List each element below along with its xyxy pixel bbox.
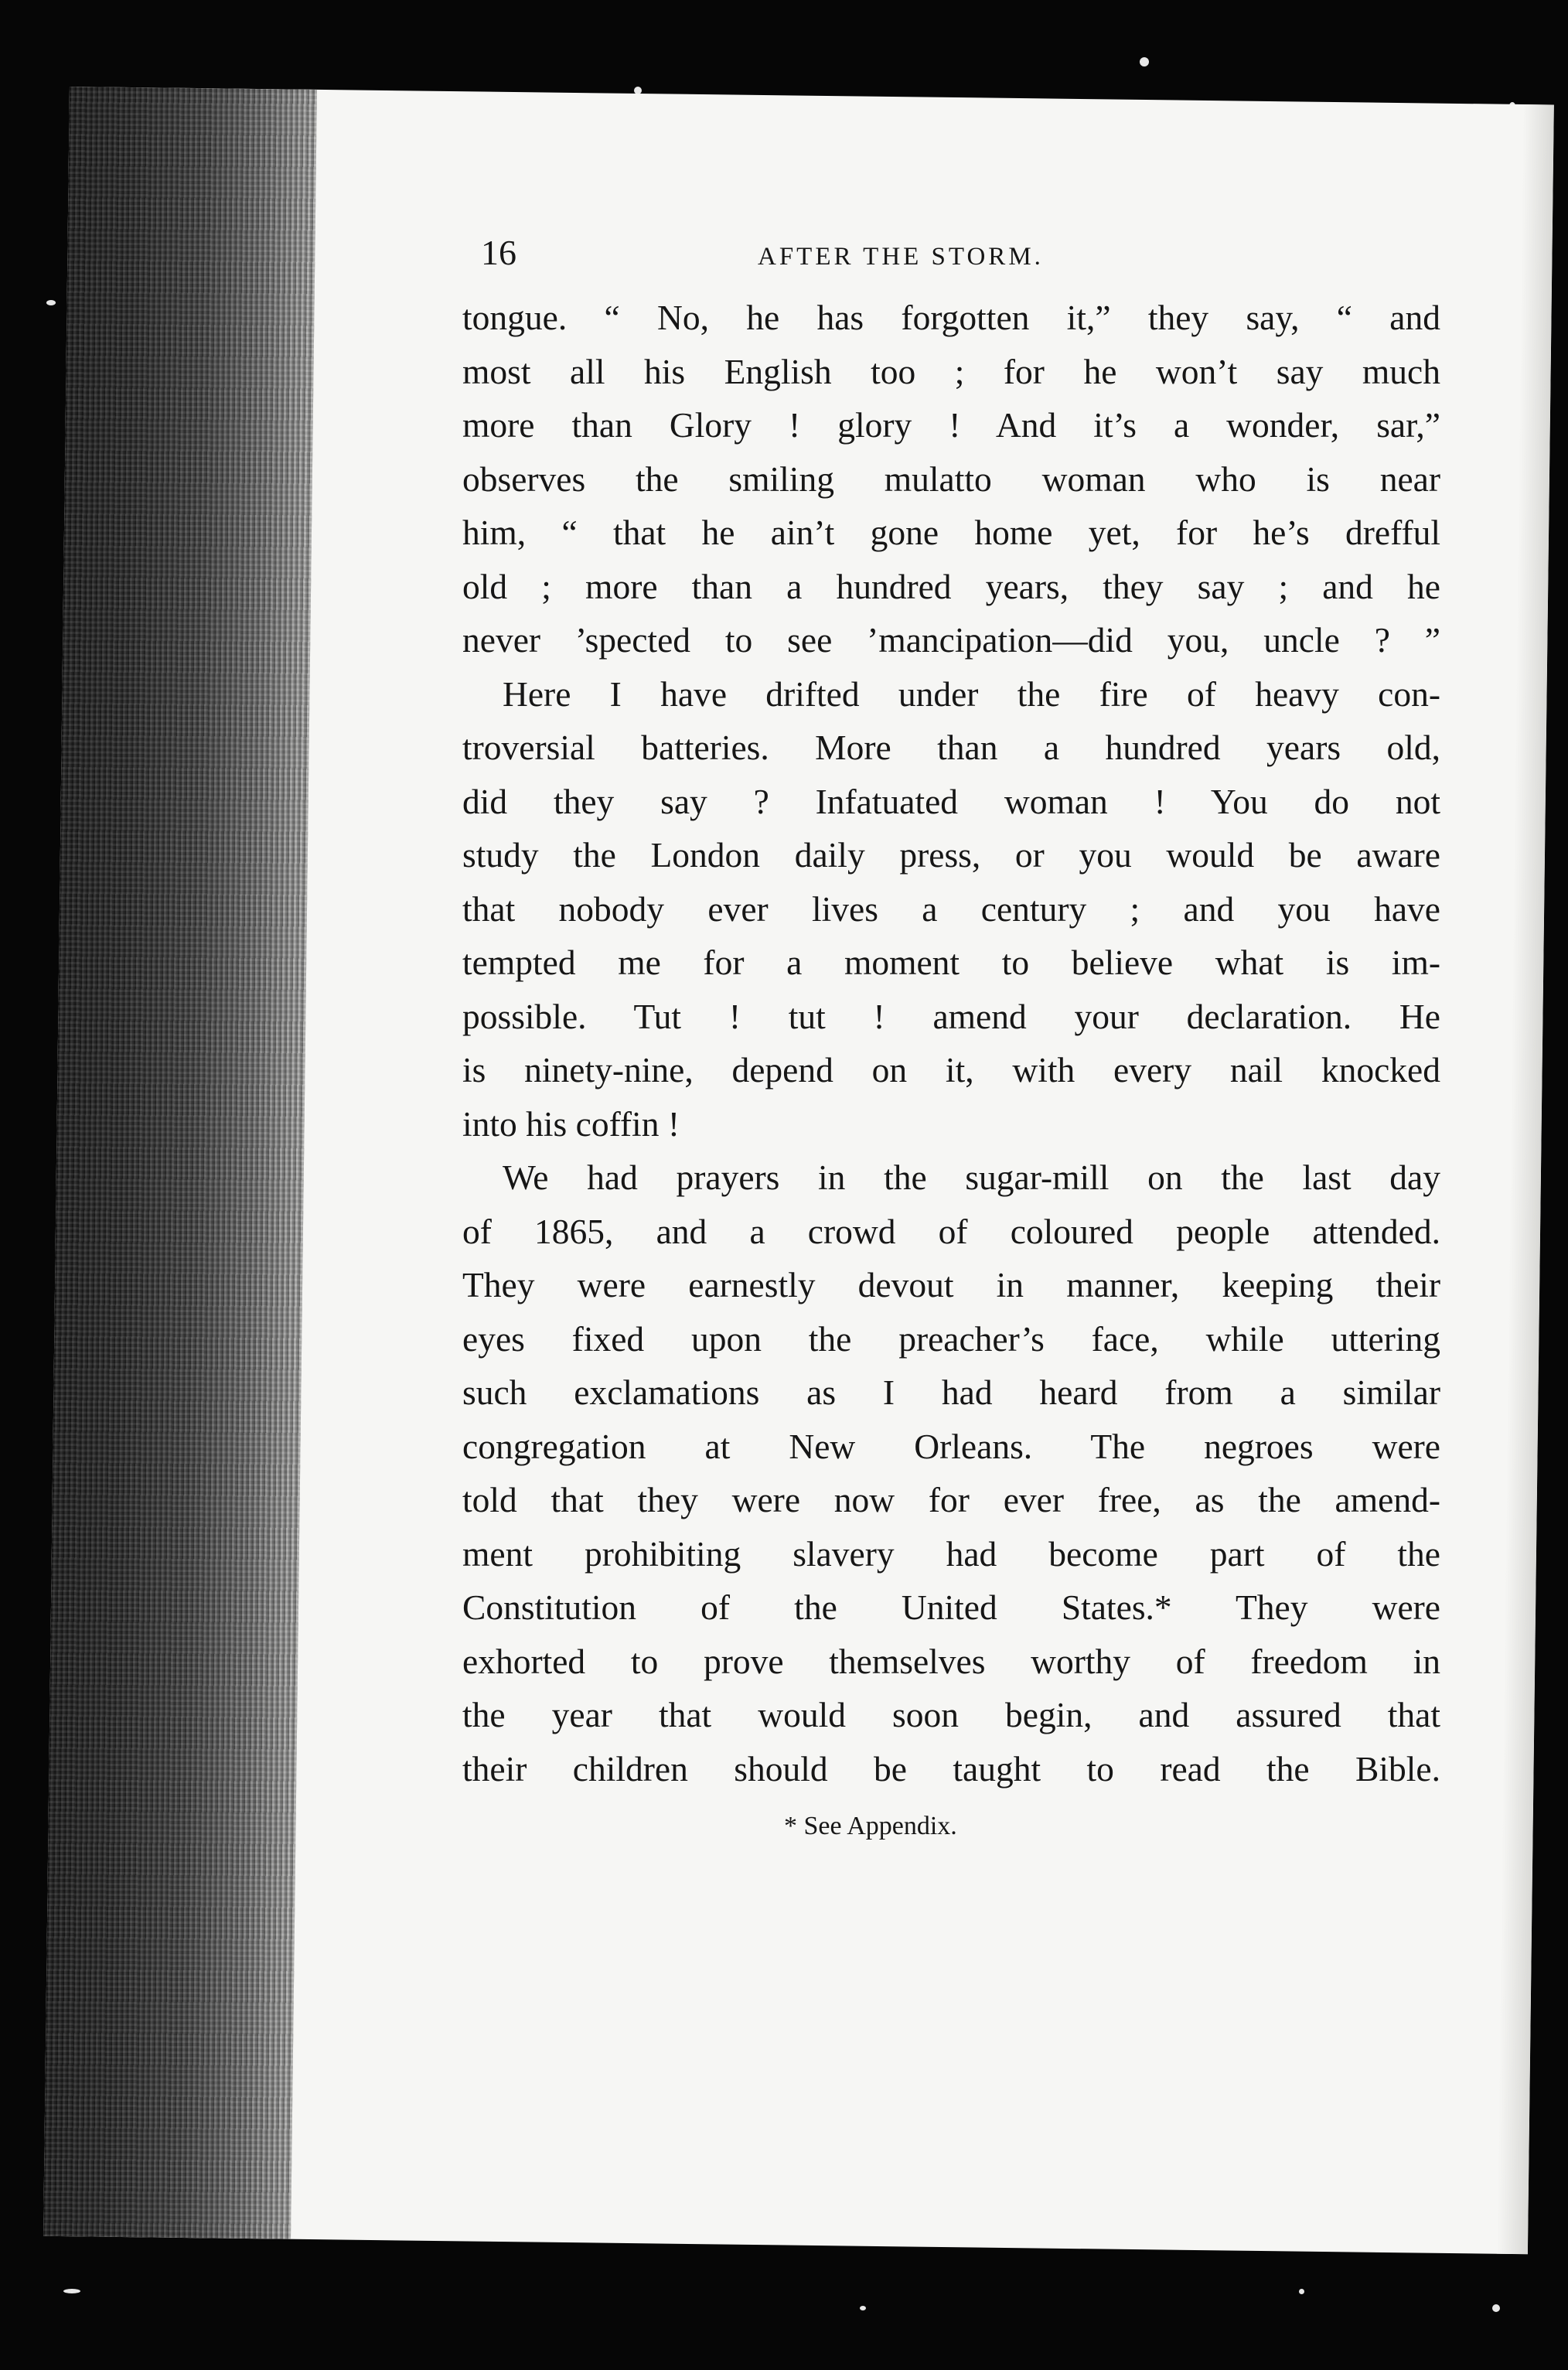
text-line: observes the smiling mulatto woman who is near [462,459,1440,499]
scan-speck [1299,2289,1304,2294]
footnote: * See Appendix. [784,1812,957,1840]
text-line: We had prayers in the sugar-mill on the last day [503,1158,1440,1197]
text-line: tongue. “ No, he has forgotten it,” they say, “ and [462,298,1440,337]
text-line: of 1865, and a crowd of coloured people attended. [462,1211,1440,1251]
page-gutter-grain [43,87,317,2239]
text-line: eyes fixed upon the preacher’s face, while uttering [462,1318,1440,1359]
text-line: their children should be taught to read the Bible. [462,1748,1440,1789]
text-line: more than Glory ! glory ! And it’s a wonder, sar,” [462,405,1440,445]
text-line: possible. Tut ! tut ! amend your declaration. He [462,996,1440,1036]
page-number: 16 [481,233,516,272]
text-line: is ninety-nine, depend on it, with every nail knocked [462,1050,1440,1090]
text-line: study the London daily press, or you would be aware [462,835,1440,875]
page-text [462,233,1440,1843]
text-line: did they say ? Infatuated woman ! You do not [462,781,1440,821]
text-line: most all his English too ; for he won’t say much [462,351,1440,391]
text-line: never ’spected to see ’mancipation—did you, uncle ? ” [462,620,1440,660]
scan-speck [63,2289,80,2293]
text-line: ment prohibiting slavery had become part of the [462,1533,1440,1574]
text-line: troversial batteries. More than a hundred years old, [462,728,1440,767]
text-line: They were earnestly devout in manner, keeping their [462,1265,1440,1304]
page-edge [1497,104,1554,2254]
paragraph [462,291,1440,667]
text-line: old ; more than a hundred years, they say ; and he [462,566,1440,606]
scan-speck [1492,2304,1500,2312]
text-line: told that they were now for ever free, as the amend- [462,1480,1440,1519]
text-line: exhorted to prove themselves worthy of freedom in [462,1641,1440,1681]
page-header [462,233,1440,291]
scan-speck [46,300,56,305]
text-line: such exclamations as I had heard from a similar [462,1373,1440,1412]
text-line: into his coffin ! [462,1103,680,1144]
text-line: Constitution of the United States.* They were [462,1587,1440,1627]
text-line: congregation at New Orleans. The negroes were [462,1426,1440,1466]
text-line: the year that would soon begin, and assured that [462,1695,1440,1734]
paragraph [462,1151,1440,1795]
text-line: tempted me for a moment to believe what is im- [462,943,1440,982]
running-head: AFTER THE STORM. [758,243,1044,271]
text-line: him, “ that he ain’t gone home yet, for he’s drefful [462,513,1440,552]
scan-speck [860,2306,866,2310]
paragraph [462,667,1440,1151]
text-line: that nobody ever lives a century ; and you have [462,888,1440,929]
text-line: Here I have drifted under the fire of heavy con- [503,673,1440,714]
scan-speck [1140,57,1149,66]
